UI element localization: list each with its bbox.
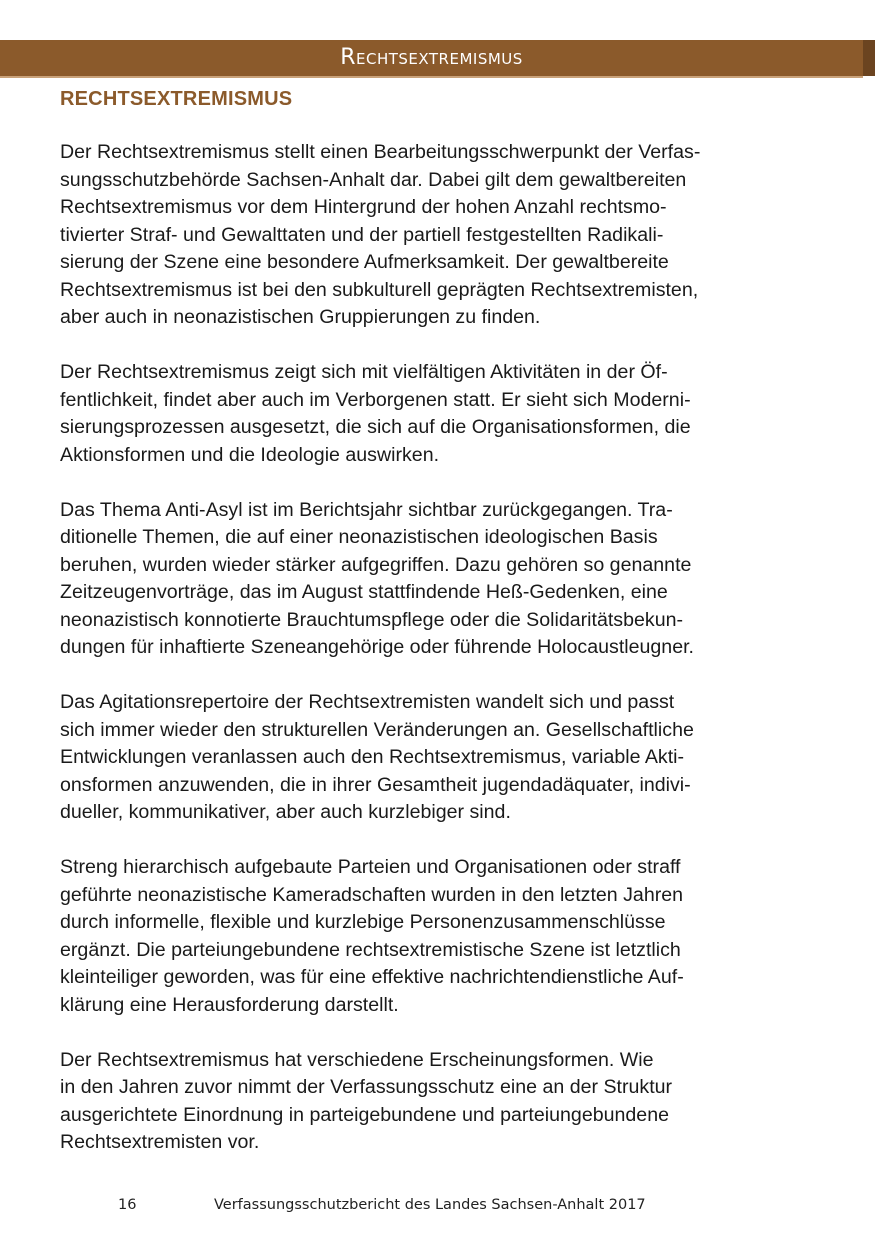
body-text [60, 139, 820, 1184]
paragraph: Streng hierarchisch aufgebaute Parteien und Organisationen oder straff geführte neonazistische Kameradschaften wurden in den letzten Jahren durch informelle, flexible und kurzlebige Personenzusammenschlüsse ergänzt. Die parteiungebundene rechtsextremistische Szene ist letztlich kleinteiliger geworden, was für eine effektive nachrichtendienstliche Auf- klärung eine Herausforderung darstellt. [60, 856, 684, 1016]
paragraph: Das Agitationsrepertoire der Rechtsextremisten wandelt sich und passt sich immer wieder den strukturellen Veränderungen an. Gesellschaftliche Entwicklungen veranlassen auch den Rechtsextremismus, variable Akti- onsformen anzuwenden, die in ihrer Gesamtheit jugendadäquater, indivi- dueller, kommunikativer, aber auch kurzlebiger sind. [60, 691, 694, 823]
paragraph: Der Rechtsextremismus zeigt sich mit vielfältigen Aktivitäten in der Öf- fentlichkeit, findet aber auch im Verborgenen statt. Er sieht sich Moderni- sierungsprozessen ausgesetzt, die sich auf die Organisationsformen, die Aktionsformen und die Ideologie auswirken. [60, 361, 691, 466]
page-number: 16 [118, 1197, 137, 1213]
paragraph: Der Rechtsextremismus stellt einen Bearbeitungsschwerpunkt der Verfas- sungsschutzbehörde Sachsen-Anhalt dar. Dabei gilt dem gewaltbereiten Rechtsextremismus vor dem Hintergrund der hohen Anzahl rechtsmo- tivierter Straf- und Gewalttaten und der partiell festgestellten Radikali- sierung der Szene eine besondere Aufmerksamkeit. Der gewaltbereite Rechtsextremismus ist bei den subkulturell geprägten Rechtsextremisten, aber auch in neonazistischen Gruppierungen zu finden. [60, 141, 701, 328]
section-heading: RECHTSEXTREMISMUS [60, 88, 293, 110]
footer-publication-title: Verfassungsschutzbericht des Landes Sachsen-Anhalt 2017 [214, 1197, 646, 1213]
chapter-title: Rechtsextremismus [340, 45, 523, 70]
chapter-header-band [0, 40, 875, 76]
paragraph: Das Thema Anti-Asyl ist im Berichtsjahr sichtbar zurückgegangen. Tra- ditionelle Themen, die auf einer neonazistischen ideologischen Basis beruhen, wurden wieder stärker aufgegriffen. Dazu gehören so genannte Zeitzeugenvorträge, das im August stattfindende Heß-Gedenken, eine neonazistisch konnotierte Brauchtumspflege oder die Solidaritätsbekun- dungen für inhaftierte Szeneangehörige oder führende Holocaustleugner. [60, 498, 694, 658]
paragraph: Der Rechtsextremismus hat verschiedene Erscheinungsformen. Wie in den Jahren zuvor nimmt der Verfassungsschutz eine an der Struktur ausgerichtete Einordnung in parteigebundene und parteiungebundene Rechtsextremisten vor. [60, 1048, 673, 1153]
